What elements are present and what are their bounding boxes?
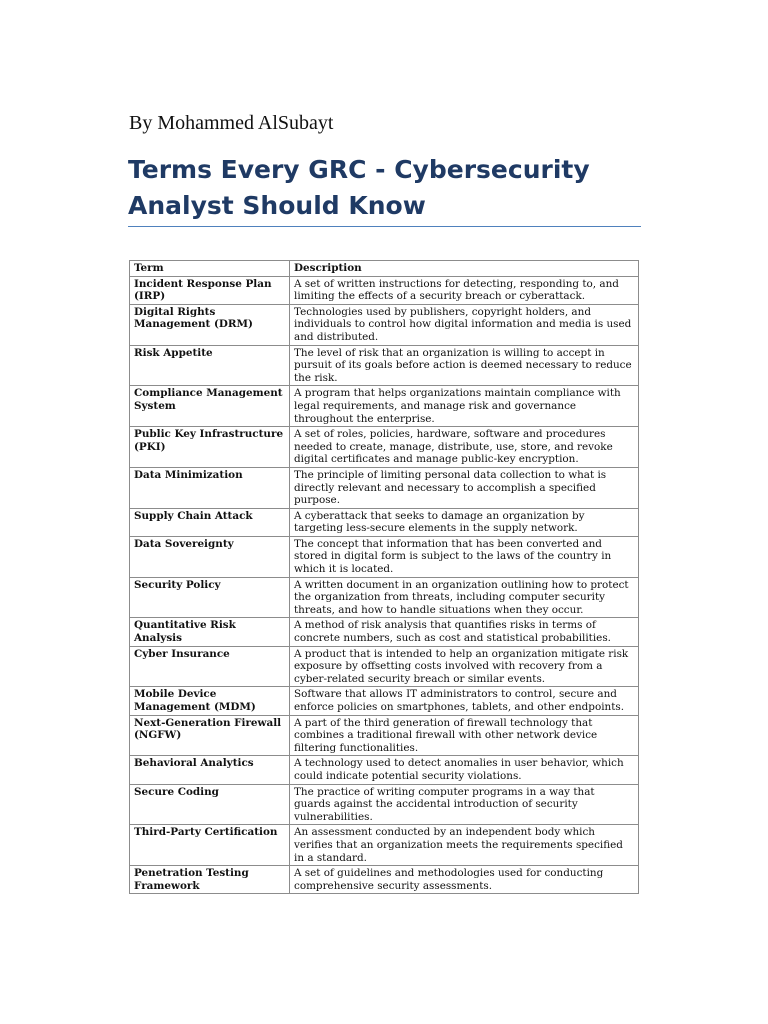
table-header-row [130, 261, 639, 277]
table-row [130, 427, 639, 468]
description-cell: The principle of limiting personal data collection to what is directly relevant and necessary to accomplish a specified purpose. [290, 467, 639, 508]
term-cell: Third-Party Certification [130, 825, 290, 866]
terms-table [129, 260, 639, 894]
table-row [130, 866, 639, 894]
term-cell: Digital Rights Management (DRM) [130, 304, 290, 345]
description-cell: An assessment conducted by an independent body which verifies that an organization meets the requirements specified in a standard. [290, 825, 639, 866]
document-title: Terms Every GRC - Cybersecurity Analyst Should Know [128, 155, 590, 220]
term-cell: Behavioral Analytics [130, 756, 290, 784]
term-cell: Next-Generation Firewall (NGFW) [130, 715, 290, 756]
table-row [130, 577, 639, 618]
description-cell: A technology used to detect anomalies in user behavior, which could indicate potential security violations. [290, 756, 639, 784]
author-byline: By Mohammed AlSubayt [129, 112, 334, 134]
table-row [130, 646, 639, 687]
terms-table-body [130, 276, 639, 894]
description-cell: A method of risk analysis that quantifies risks in terms of concrete numbers, such as cost and statistical probabilities. [290, 618, 639, 646]
table-row [130, 276, 639, 304]
description-cell: The concept that information that has been converted and stored in digital form is subject to the laws of the country in which it is located. [290, 536, 639, 577]
description-cell: Software that allows IT administrators to control, secure and enforce policies on smartphones, tablets, and other endpoints. [290, 687, 639, 715]
description-cell: A product that is intended to help an organization mitigate risk exposure by offsetting costs involved with recovery from a cyber-related security breach or similar events. [290, 646, 639, 687]
table-row [130, 304, 639, 345]
term-cell: Mobile Device Management (MDM) [130, 687, 290, 715]
table-row [130, 467, 639, 508]
header-description: Description [290, 261, 639, 277]
term-cell: Risk Appetite [130, 345, 290, 386]
term-cell: Incident Response Plan (IRP) [130, 276, 290, 304]
header-term: Term [130, 261, 290, 277]
term-cell: Quantitative Risk Analysis [130, 618, 290, 646]
table-row [130, 618, 639, 646]
term-cell: Secure Coding [130, 784, 290, 825]
description-cell: A cyberattack that seeks to damage an organization by targeting less-secure elements in the supply network. [290, 508, 639, 536]
description-cell: A set of written instructions for detecting, responding to, and limiting the effects of a security breach or cyberattack. [290, 276, 639, 304]
table-row [130, 756, 639, 784]
term-cell: Security Policy [130, 577, 290, 618]
term-cell: Supply Chain Attack [130, 508, 290, 536]
table-row [130, 715, 639, 756]
term-cell: Public Key Infrastructure (PKI) [130, 427, 290, 468]
table-row [130, 386, 639, 427]
description-cell: Technologies used by publishers, copyright holders, and individuals to control how digital information and media is used and distributed. [290, 304, 639, 345]
table-row [130, 536, 639, 577]
description-cell: A set of roles, policies, hardware, software and procedures needed to create, manage, distribute, use, store, and revoke digital certificates and manage public-key encryption. [290, 427, 639, 468]
table-row [130, 825, 639, 866]
table-row [130, 784, 639, 825]
term-cell: Data Minimization [130, 467, 290, 508]
description-cell: The practice of writing computer programs in a way that guards against the accidental introduction of security vulnerabilities. [290, 784, 639, 825]
description-cell: A set of guidelines and methodologies used for conducting comprehensive security assessments. [290, 866, 639, 894]
term-cell: Penetration Testing Framework [130, 866, 290, 894]
table-row [130, 508, 639, 536]
description-cell: The level of risk that an organization is willing to accept in pursuit of its goals before action is deemed necessary to reduce the risk. [290, 345, 639, 386]
term-cell: Data Sovereignty [130, 536, 290, 577]
table-row [130, 345, 639, 386]
description-cell: A part of the third generation of firewall technology that combines a traditional firewall with other network device filtering functionalities. [290, 715, 639, 756]
title-underline [128, 226, 641, 227]
term-cell: Compliance Management System [130, 386, 290, 427]
description-cell: A program that helps organizations maintain compliance with legal requirements, and manage risk and governance throughout the enterprise. [290, 386, 639, 427]
description-cell: A written document in an organization outlining how to protect the organization from threats, including computer security threats, and how to handle situations when they occur. [290, 577, 639, 618]
table-row [130, 687, 639, 715]
term-cell: Cyber Insurance [130, 646, 290, 687]
